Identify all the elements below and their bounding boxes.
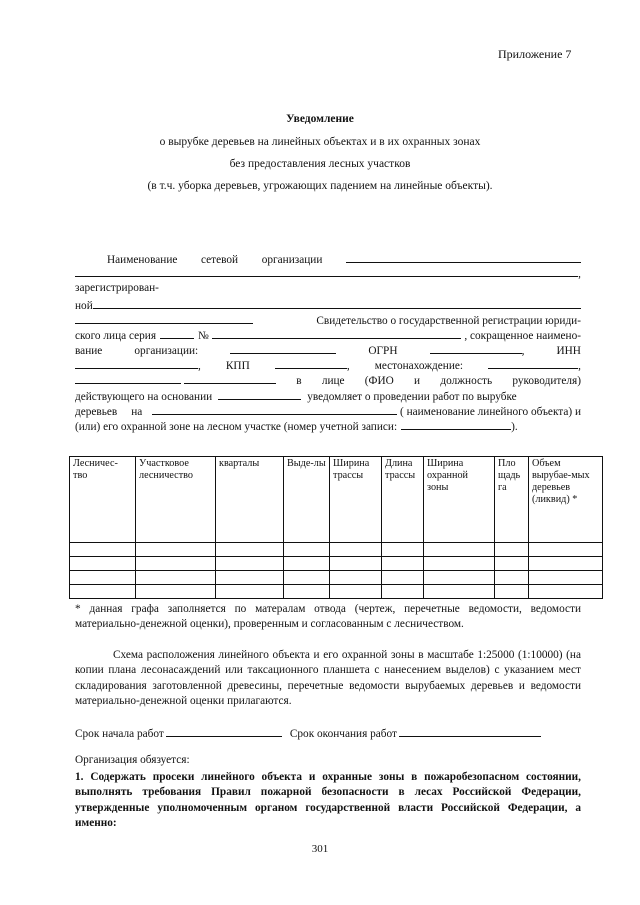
form-text: местонахождение: [374,360,464,372]
table-cell[interactable] [382,543,424,557]
certificate-number-field[interactable] [212,327,462,339]
form-line-8 [75,357,581,372]
table-cell[interactable] [495,585,529,599]
table-cell[interactable] [330,585,382,599]
table-cell[interactable] [382,585,424,599]
form-text: ОГРН [368,345,398,357]
table-cell[interactable] [136,543,216,557]
table-cell[interactable] [70,571,136,585]
end-date-label: Срок окончания работ [289,728,397,740]
table-row [70,571,603,585]
scheme-text: Схема расположения линейного объекта и его охранной зоны в масштабе 1:25000 (1:10000) (на копии плана лесонасаждений или таксационного планшета с нанесением выделов) с указанием мест складирования заготовленной древесины, перечетные ведомости вырубаемых деревьев и ведомости материально-денежной оценки прилагаются. [75,649,581,708]
table-cell[interactable] [284,557,330,571]
form-text: , сокращенное наимено- [464,330,581,342]
table-cell[interactable] [495,571,529,585]
table-cell[interactable] [330,557,382,571]
form-text: должность [440,375,493,387]
table-cell[interactable] [382,557,424,571]
form-text: , [346,360,350,372]
form-text: лице [321,375,345,387]
form-text: на [131,406,143,418]
form-text: ной [75,300,93,312]
table-cell[interactable] [70,557,136,571]
form-text: Свидетельство о государственной регистрации юриди- [316,315,581,327]
form-text: организации: [134,345,199,357]
table-cell[interactable] [424,571,495,585]
table-header: Выде-лы [284,457,330,543]
linear-object-field[interactable] [152,403,397,415]
table-cell[interactable] [70,543,136,557]
form-text: ). [511,421,518,433]
table-header-row [70,457,603,543]
table-cell[interactable] [216,571,284,585]
form-text: сетевой [201,254,239,266]
table-cell[interactable] [529,557,603,571]
table-header: Ширина охранной зоны [424,457,495,543]
form-line-12 [75,418,581,433]
table-cell[interactable] [529,543,603,557]
form-text: действующего на основании [75,391,213,403]
table-header: Длина трассы [382,457,424,543]
table-cell[interactable] [136,557,216,571]
table-cell[interactable] [424,543,495,557]
table-cell[interactable] [216,585,284,599]
end-date-field[interactable] [399,725,541,737]
table-header: Участковое лесничество [136,457,216,543]
form-line-11 [75,403,581,418]
form-text: зарегистрирован- [75,282,159,294]
location-field[interactable] [488,357,578,369]
form-text: ИНН [556,345,581,357]
table-cell[interactable] [216,557,284,571]
title-subline-2: без предоставления лесных участков [229,158,411,170]
short-name-field[interactable] [230,342,336,354]
location-field-cont[interactable] [75,372,181,384]
table-cell[interactable] [216,543,284,557]
table-cell[interactable] [529,571,603,585]
title-subline-3: (в т.ч. уборка деревьев, угрожающих падением на линейные объекты). [147,180,493,192]
representative-field[interactable] [184,372,276,384]
table-row [70,585,603,599]
page-number: 301 [311,843,329,855]
form-text: уведомляет о проведении работ по вырубке [307,391,517,403]
form-text: организации [261,254,323,266]
kpp-field[interactable] [275,357,347,369]
obligation-item-1: 1. Содержать просеки линейного объекта и охранные зоны в пожаробезопасном состоянии, выполнять требования Правил пожарной безопасности в лесах Российской Федерации, утвержденные уполномоченным органом государственной власти Российской Федерации, а именно: [75,771,581,830]
table-cell[interactable] [284,543,330,557]
form-text: и [414,375,421,387]
title-subline-1: о вырубке деревьев на линейных объектах и в их охранных зонах [159,136,481,148]
form-line-10 [75,388,581,403]
start-date-field[interactable] [166,725,282,737]
table-cell[interactable] [424,557,495,571]
series-field[interactable] [160,327,194,339]
form-text: № [198,330,209,342]
table-cell[interactable] [70,585,136,599]
table-header: кварталы [216,457,284,543]
form-text: (или) его охранной зоне на лесном участке (номер учетной записи: [75,421,398,433]
form-text: , [578,360,581,372]
table-header: Лесничес-тво [70,457,136,543]
form-line-7 [75,342,581,357]
footnote-text: * данная графа заполняется по матералам отвода (чертеж, перечетные ведомости, ведомости материально-денежной оценки), проверенным и согласованным с лесничеством. [75,603,581,631]
form-line-2 [75,265,581,280]
table-cell[interactable] [495,543,529,557]
document-title: Уведомление [286,113,354,125]
table-cell[interactable] [495,557,529,571]
appendix-label: Приложение 7 [498,47,572,61]
form-line-9 [75,372,581,387]
form-line-6 [75,327,581,342]
form-text: вание [75,345,103,357]
table-header: Пло щадь га [495,457,529,543]
table-row [70,543,603,557]
table-cell[interactable] [136,571,216,585]
table-cell[interactable] [529,585,603,599]
table-cell[interactable] [424,585,495,599]
form-text: ского лица серия [75,330,157,342]
table-header: Объем вырубае-мых деревьев (ликвид) * [529,457,603,543]
felling-table [69,456,603,599]
org-name-field[interactable] [346,251,581,263]
start-date-label: Срок начала работ [75,728,164,740]
work-dates-line [75,725,581,740]
account-number-field[interactable] [401,418,511,430]
form-text: , [198,360,201,372]
form-text: деревьев [75,406,118,418]
table-cell[interactable] [382,571,424,585]
registration-field[interactable] [93,297,581,309]
form-line-5 [75,312,581,327]
table-cell[interactable] [284,585,330,599]
form-line-org-name [75,251,581,266]
obligation-heading: Организация обязуется: [75,754,190,766]
inn-field[interactable] [75,357,198,369]
table-cell[interactable] [136,585,216,599]
table-row [70,557,603,571]
form-text: , [578,268,581,280]
org-name-field-cont[interactable] [75,265,578,277]
form-text: КПП [225,360,250,372]
table-cell[interactable] [330,543,382,557]
form-text: ( наименование линейного объекта) и [399,406,581,418]
registration-field-cont[interactable] [75,312,253,324]
form-text: , [521,345,525,357]
form-text: в [296,375,302,387]
ogrn-field[interactable] [430,342,522,354]
table-cell[interactable] [330,571,382,585]
form-text: Наименование [107,254,178,266]
table-header: Ширина трассы [330,457,382,543]
basis-field[interactable] [218,388,301,400]
table-cell[interactable] [284,571,330,585]
form-text: (ФИО [364,375,394,387]
form-line-4 [75,297,581,312]
form-text: руководителя) [512,375,581,387]
